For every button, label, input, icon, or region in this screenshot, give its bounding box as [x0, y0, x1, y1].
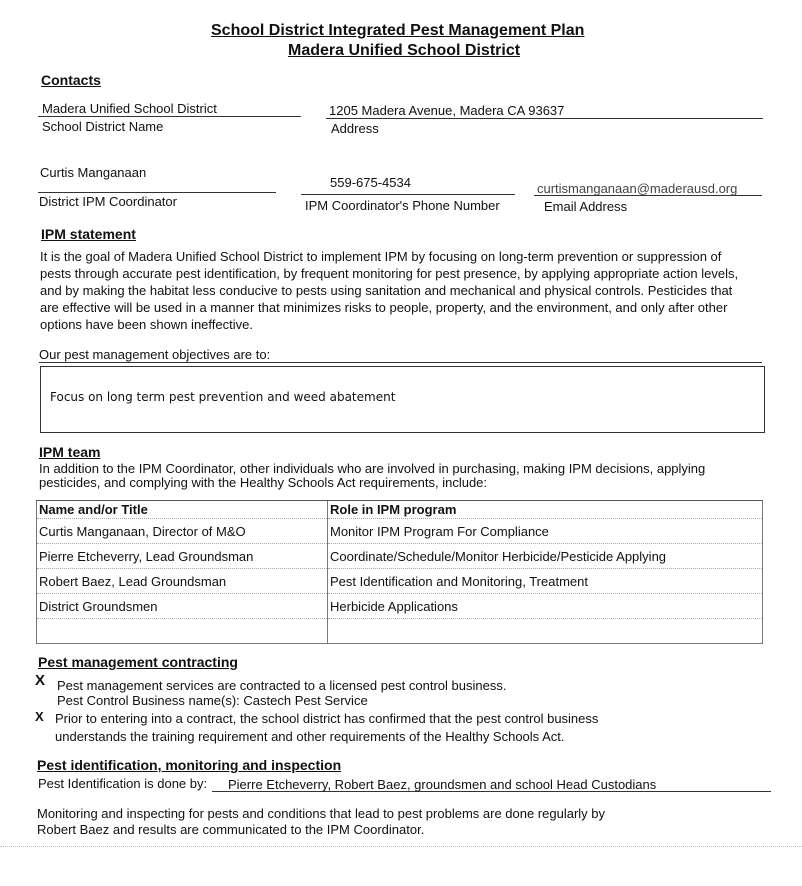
- district-name-line: [38, 116, 301, 117]
- contracting-item-1-line-1: Pest management services are contracted to a licensed pest control business.: [57, 678, 507, 693]
- objectives-value: Focus on long term pest prevention and weed abatement: [50, 390, 396, 404]
- ipm-statement-line: are effective will be used in a manner that minimizes risks to people, property, and the environment, and only after other: [40, 300, 728, 315]
- contracting-item-1-line-2: Pest Control Business name(s): Castech Pest Service: [57, 693, 368, 708]
- email-line: [534, 195, 762, 196]
- table-header-row: [37, 501, 763, 519]
- document-title: School District Integrated Pest Management Plan: [211, 22, 585, 39]
- team-member-name: Robert Baez, Lead Groundsman: [37, 569, 328, 594]
- done-by-line: [212, 791, 771, 792]
- team-member-name: Pierre Etcheverry, Lead Groundsman: [37, 544, 328, 569]
- objectives-label: Our pest management objectives are to:: [39, 347, 271, 362]
- objectives-box: [40, 366, 765, 433]
- phone-label: IPM Coordinator's Phone Number: [305, 198, 500, 213]
- team-member-role: Pest Identification and Monitoring, Treatment: [328, 569, 763, 594]
- monitoring-line-2: Robert Baez and results are communicated to the IPM Coordinator.: [37, 822, 425, 837]
- table-row: [37, 544, 763, 569]
- contracting-item-2-line-1: Prior to entering into a contract, the school district has confirmed that the pest control business: [55, 711, 599, 726]
- ipm-team-table: [36, 500, 763, 644]
- email-label: Email Address: [544, 199, 628, 214]
- table-row: [37, 569, 763, 594]
- table-row: [37, 519, 763, 544]
- team-member-role: Monitor IPM Program For Compliance: [328, 519, 763, 544]
- ipm-team-intro-1: In addition to the IPM Coordinator, other individuals who are involved in purchasing, making IPM decisions, applying: [39, 461, 706, 476]
- team-member-role: [328, 619, 763, 644]
- done-by-value: Pierre Etcheverry, Robert Baez, groundsmen and school Head Custodians: [228, 777, 657, 792]
- contracting-check-mark-1: X: [35, 672, 46, 689]
- identification-heading: Pest identification, monitoring and inspection: [37, 757, 342, 773]
- ipm-statement-line: pests through accurate pest identification, by frequent monitoring for pest presence, by applying appropriate action levels,: [40, 266, 739, 281]
- ipm-statement-line: and by making the habitat less conducive to pests using sanitation and mechanical and physical controls. Pesticides that: [40, 283, 733, 298]
- address-line: [326, 118, 763, 119]
- team-member-name: [37, 619, 328, 644]
- ipm-statement-paragraph: [40, 248, 738, 333]
- phone-line: [301, 194, 515, 195]
- contracting-heading: Pest management contracting: [38, 654, 238, 670]
- district-name-label: School District Name: [42, 119, 164, 134]
- table-row: [37, 619, 763, 644]
- ipm-statement-heading: IPM statement: [41, 226, 136, 242]
- address-label: Address: [331, 121, 379, 136]
- district-name-value: Madera Unified School District: [42, 101, 217, 116]
- ipm-team-intro-2: pesticides, and complying with the Healthy Schools Act requirements, include:: [39, 475, 488, 490]
- team-member-role: Coordinate/Schedule/Monitor Herbicide/Pesticide Applying: [328, 544, 763, 569]
- coordinator-value: Curtis Manganaan: [40, 165, 147, 180]
- address-value: 1205 Madera Avenue, Madera CA 93637: [329, 103, 565, 118]
- contracting-check-mark-2: X: [35, 709, 44, 724]
- ipm-team-heading: IPM team: [39, 444, 101, 460]
- document-subtitle: Madera Unified School District: [288, 42, 521, 59]
- table-row: [37, 594, 763, 619]
- contacts-heading: Contacts: [41, 72, 101, 88]
- phone-value: 559-675-4534: [330, 175, 411, 190]
- monitoring-line-1: Monitoring and inspecting for pests and conditions that lead to pest problems are done regularly by: [37, 806, 606, 821]
- team-member-name: Curtis Manganaan, Director of M&O: [37, 519, 328, 544]
- ipm-statement-line: options have been shown ineffective.: [40, 317, 253, 332]
- coordinator-line: [38, 192, 276, 193]
- contracting-item-2-line-2: understands the training requirement and other requirements of the Healthy Schools Act.: [55, 729, 565, 744]
- team-member-role: Herbicide Applications: [328, 594, 763, 619]
- ipm-statement-line: It is the goal of Madera Unified School District to implement IPM by focusing on long-term prevention or suppression of: [40, 249, 722, 264]
- done-by-label: Pest Identification is done by:: [38, 776, 208, 791]
- objectives-label-line: [39, 362, 762, 363]
- email-value: curtismanganaan@maderausd.org: [537, 181, 738, 196]
- column-header-name: Name and/or Title: [37, 501, 328, 519]
- team-member-name: District Groundsmen: [37, 594, 328, 619]
- coordinator-label: District IPM Coordinator: [39, 194, 177, 209]
- column-header-role: Role in IPM program: [328, 501, 763, 519]
- page-bottom-divider: [0, 846, 802, 847]
